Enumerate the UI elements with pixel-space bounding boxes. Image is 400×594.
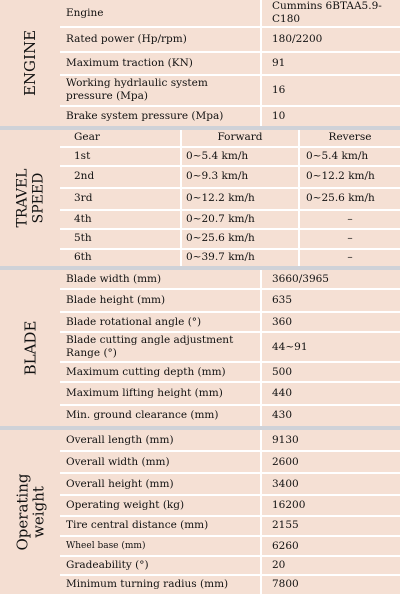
spec-value: 6260 bbox=[260, 537, 400, 555]
forward-cell: 0~5.4 km/h bbox=[180, 148, 298, 165]
spec-name: Blade cutting angle adjustment Range (°) bbox=[66, 334, 234, 360]
gear-header: Gear bbox=[74, 131, 100, 144]
table-row bbox=[60, 430, 400, 450]
reverse-cell: 0~25.6 km/h bbox=[298, 189, 400, 209]
spec-value: 7800 bbox=[260, 576, 400, 594]
reverse-cell: 0~12.2 km/h bbox=[298, 167, 400, 187]
spec-value: 500 bbox=[260, 363, 400, 381]
engine-label: ENGINE bbox=[21, 29, 39, 97]
spec-name: Minimum turning radius (mm) bbox=[66, 578, 229, 591]
table-row bbox=[60, 270, 400, 288]
table-row bbox=[60, 26, 400, 51]
table-row bbox=[60, 165, 400, 187]
table-row bbox=[60, 331, 400, 361]
table-row bbox=[60, 472, 400, 494]
spec-name: Overall height (mm) bbox=[66, 477, 174, 490]
table-row bbox=[60, 494, 400, 514]
table-row bbox=[60, 515, 400, 535]
weight-label-line1: Operating bbox=[13, 473, 32, 551]
spec-name: Maximum cutting depth (mm) bbox=[66, 365, 226, 378]
table-row bbox=[60, 311, 400, 331]
spec-value: 635 bbox=[260, 290, 400, 310]
travel-speed-section bbox=[0, 130, 400, 266]
table-row bbox=[60, 146, 400, 165]
spec-name: Brake system pressure (Mpa) bbox=[66, 109, 224, 122]
blade-side-label bbox=[0, 270, 60, 426]
spec-value: 440 bbox=[260, 383, 400, 403]
gear-cell: 5th bbox=[74, 232, 92, 245]
spec-value: 360 bbox=[260, 313, 400, 331]
spec-name: Maximum lifting height (mm) bbox=[66, 387, 223, 400]
reverse-cell: 0~5.4 km/h bbox=[298, 148, 400, 165]
travel-label-line2: SPEED bbox=[29, 172, 46, 224]
blade-rows bbox=[60, 270, 400, 426]
spec-name: Working hydrlaulic system pressure (Mpa) bbox=[66, 77, 208, 103]
spec-value: 430 bbox=[260, 406, 400, 426]
spec-value: 20 bbox=[260, 557, 400, 573]
travel-label-line1: TRAVEL bbox=[13, 168, 30, 228]
weight-label-line2: weight bbox=[29, 486, 48, 538]
forward-cell: 0~9.3 km/h bbox=[180, 167, 298, 187]
spec-value: 10 bbox=[260, 107, 400, 126]
table-row bbox=[60, 228, 400, 247]
forward-cell: 0~20.7 km/h bbox=[180, 211, 298, 228]
spec-value: Cummins 6BTAA5.9-C180 bbox=[260, 0, 400, 26]
weight-side-label bbox=[0, 430, 60, 594]
spec-name: Overall length (mm) bbox=[66, 433, 174, 446]
table-row bbox=[60, 574, 400, 594]
table-row bbox=[60, 535, 400, 555]
weight-label bbox=[14, 474, 46, 551]
engine-rows bbox=[60, 0, 400, 126]
engine-section bbox=[0, 0, 400, 126]
spec-value: 16200 bbox=[260, 496, 400, 514]
spec-value: 16 bbox=[260, 76, 400, 105]
spec-name: Blade height (mm) bbox=[66, 294, 166, 307]
gear-cell: 6th bbox=[74, 251, 92, 264]
spec-value: 180/2200 bbox=[260, 28, 400, 51]
reverse-cell: – bbox=[298, 211, 400, 228]
travel-label bbox=[14, 169, 46, 228]
forward-header: Forward bbox=[180, 130, 298, 146]
forward-cell: 0~39.7 km/h bbox=[180, 250, 298, 266]
engine-side-label bbox=[0, 0, 60, 126]
spec-value: 91 bbox=[260, 53, 400, 74]
reverse-cell: – bbox=[298, 250, 400, 266]
travel-side-label bbox=[0, 130, 60, 266]
blade-section bbox=[0, 270, 400, 426]
table-row bbox=[60, 404, 400, 426]
spec-name: Min. ground clearance (mm) bbox=[66, 409, 219, 422]
table-row bbox=[60, 381, 400, 403]
spec-value: 2600 bbox=[260, 452, 400, 472]
weight-rows bbox=[60, 430, 400, 594]
table-row bbox=[60, 361, 400, 381]
reverse-cell: – bbox=[298, 230, 400, 247]
table-row bbox=[60, 0, 400, 26]
spec-value: 3400 bbox=[260, 474, 400, 494]
spec-name: Operating weight (kg) bbox=[66, 499, 185, 512]
spec-value: 2155 bbox=[260, 517, 400, 535]
spec-name: Blade width (mm) bbox=[66, 272, 162, 285]
gear-cell: 2nd bbox=[74, 170, 95, 183]
spec-name: Tire central distance (mm) bbox=[66, 519, 209, 532]
spec-name: Engine bbox=[66, 6, 104, 19]
table-row bbox=[60, 209, 400, 228]
spec-name: Maximum traction (KN) bbox=[66, 57, 193, 70]
table-row bbox=[60, 555, 400, 573]
table-row bbox=[60, 187, 400, 209]
spec-name: Gradeability (°) bbox=[66, 559, 149, 571]
spec-value: 9130 bbox=[260, 430, 400, 450]
gear-cell: 4th bbox=[74, 213, 92, 226]
table-header-row bbox=[60, 130, 400, 146]
spec-value: 44~91 bbox=[260, 333, 400, 361]
spec-name: Overall width (mm) bbox=[66, 455, 170, 468]
table-row bbox=[60, 450, 400, 472]
gear-cell: 1st bbox=[74, 149, 91, 162]
spec-name: Blade rotational angle (°) bbox=[66, 315, 202, 328]
blade-label: BLADE bbox=[20, 320, 39, 376]
table-row bbox=[60, 288, 400, 310]
spec-name: Wheel base (mm) bbox=[66, 540, 146, 551]
forward-cell: 0~25.6 km/h bbox=[180, 230, 298, 247]
spec-name: Rated power (Hp/rpm) bbox=[66, 33, 187, 45]
reverse-header: Reverse bbox=[298, 130, 400, 146]
operating-weight-section bbox=[0, 430, 400, 594]
table-row bbox=[60, 105, 400, 126]
gear-cell: 3rd bbox=[74, 192, 93, 205]
travel-rows bbox=[60, 130, 400, 266]
forward-cell: 0~12.2 km/h bbox=[180, 189, 298, 209]
table-row bbox=[60, 74, 400, 105]
table-row bbox=[60, 51, 400, 74]
table-row bbox=[60, 248, 400, 266]
spec-value: 3660/3965 bbox=[260, 270, 400, 288]
